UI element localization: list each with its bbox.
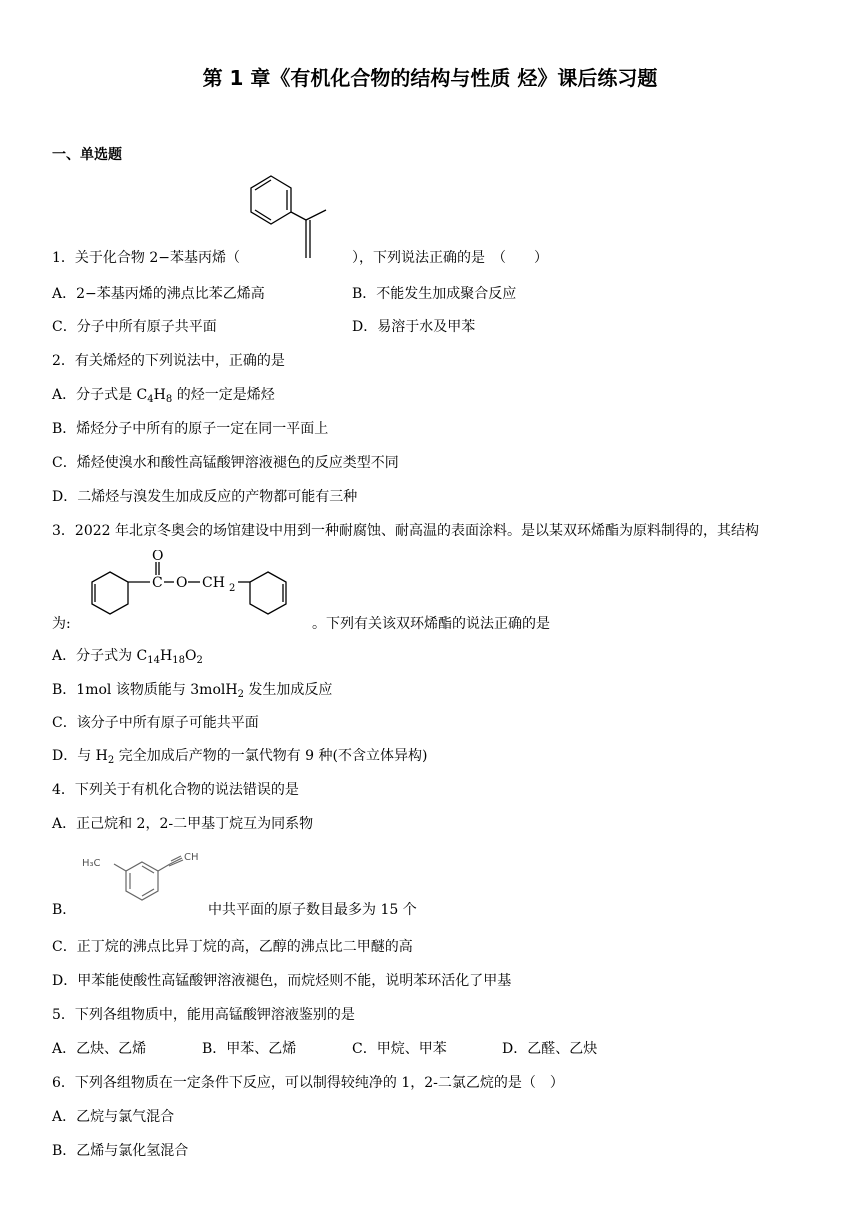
q1-stem-part2: ），下列说法正确的是 （ ） — [352, 250, 548, 266]
q3-wei: 为: — [52, 616, 71, 632]
q4-option-d: D．甲苯能使酸性高锰酸钾溶液褪色，而烷烃则不能，说明苯环活化了甲基 — [52, 973, 512, 989]
q5-stem: 5．下列各组物质中，能用高锰酸钾溶液鉴别的是 — [52, 1007, 355, 1023]
q3-struct-ch-sub: 2 — [229, 583, 236, 594]
section-heading: 一、单选题 — [52, 147, 122, 163]
q5-option-a: A．乙炔、乙烯 — [52, 1041, 147, 1057]
q3-structure-image — [82, 550, 312, 630]
q3-a-sub2: 18 — [172, 655, 185, 666]
q1-option-b: B．不能发生加成聚合反应 — [352, 286, 517, 302]
page-title: 第 1 章《有机化合物的结构与性质 烃》课后练习题 — [202, 66, 658, 90]
q3-a-sub3: 2 — [196, 655, 203, 666]
q2-a-sub1: 4 — [147, 394, 154, 405]
q2-a-sub2: 8 — [165, 394, 173, 405]
q2-a-text3: 的烃一定是烯烃 — [172, 387, 275, 403]
q4-stem: 4．下列关于有机化合物的说法错误的是 — [52, 782, 299, 798]
q3-struct-oxygen: O — [176, 575, 188, 591]
q5-option-d: D．乙醛、乙炔 — [502, 1041, 598, 1057]
q3-struct-carbon: C — [152, 575, 163, 591]
q2-option-d: D．二烯烃与溴发生加成反应的产物都可能有三种 — [52, 489, 358, 505]
q6-stem: 6．下列各组物质在一定条件下反应，可以制得较纯净的 1，2-二氯乙烷的是（ ） — [52, 1075, 564, 1091]
q3-b-text1: B．1mol 该物质能与 3molH — [52, 682, 238, 698]
q4-option-a: A．正己烷和 2，2-二甲基丁烷互为同系物 — [52, 816, 314, 832]
q3-d-sub: 2 — [107, 755, 115, 766]
q4-option-b: 中共平面的原子数目最多为 15 个 — [208, 902, 417, 918]
q1-stem — [52, 248, 548, 268]
q3-a-text3: O — [184, 648, 197, 664]
q2-stem: 2．有关烯烃的下列说法中，正确的是 — [52, 353, 285, 369]
q2-option-a — [52, 385, 275, 410]
q2-option-b: B．烯烃分子中所有的原子一定在同一平面上 — [52, 421, 329, 437]
q3-b-sub: 2 — [237, 689, 244, 700]
q3-struct-oxygen-carbonyl: O — [152, 550, 164, 564]
q4-struct-ch: CH — [184, 852, 199, 863]
q1-stem-part1: 1．关于化合物 2−苯基丙烯（ — [52, 250, 240, 266]
q2-a-text2: H — [153, 387, 166, 403]
q4-struct-methyl: H₃C — [82, 858, 101, 869]
q3-stem: 3．2022 年北京冬奥会的场馆建设中用到一种耐腐蚀、耐高温的表面涂料。是以某双环烯酯为原料制得的，其结构 — [52, 523, 759, 539]
q1-option-a: A．2−苯基丙烯的沸点比苯乙烯高 — [52, 286, 265, 302]
q3-option-c: C．该分子中所有原子可能共平面 — [52, 715, 259, 731]
q3-b-text2: 发生加成反应 — [243, 682, 333, 698]
q4-structure-image — [80, 846, 210, 916]
q5-option-b: B．甲苯、乙烯 — [202, 1041, 297, 1057]
q3-after: 。下列有关该双环烯酯的说法正确的是 — [312, 616, 550, 632]
q3-option-a — [52, 646, 203, 671]
q3-d-text1: D．与 H — [52, 748, 108, 764]
q1-option-d: D．易溶于水及甲苯 — [352, 319, 476, 335]
q1-option-c: C．分子中所有原子共平面 — [52, 319, 217, 335]
q5-option-c: C．甲烷、甲苯 — [352, 1041, 447, 1057]
q2-option-c: C．烯烃使溴水和酸性高锰酸钾溶液褪色的反应类型不同 — [52, 455, 399, 471]
q4-option-b-label: B． — [52, 902, 77, 918]
q3-a-text2: H — [160, 648, 173, 664]
q3-a-sub1: 14 — [147, 655, 161, 666]
q3-option-b — [52, 680, 332, 705]
q3-d-text2: 完全加成后产物的一氯代物有 9 种(不含立体异构) — [114, 748, 428, 764]
q6-option-a: A．乙烷与氯气混合 — [52, 1109, 175, 1125]
q6-option-b: B．乙烯与氯化氢混合 — [52, 1143, 189, 1159]
q3-option-d — [52, 746, 427, 771]
q2-a-text1: A．分子式是 C — [52, 387, 148, 403]
q4-option-c: C．正丁烷的沸点比异丁烷的高，乙醇的沸点比二甲醚的高 — [52, 939, 413, 955]
q3-struct-ch: CH — [202, 575, 225, 591]
q3-a-text1: A．分子式为 C — [52, 648, 148, 664]
